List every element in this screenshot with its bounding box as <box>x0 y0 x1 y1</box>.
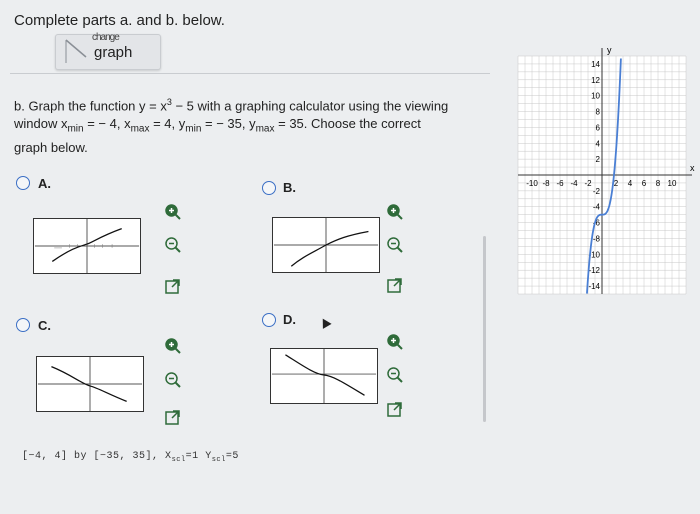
option-b-zoom-out-icon[interactable] <box>386 236 404 254</box>
x-tick-label: -10 <box>526 179 538 188</box>
y-tick-label: -14 <box>588 282 600 292</box>
y-tick-label: 6 <box>595 123 600 133</box>
y-tick-label: 10 <box>591 91 600 101</box>
footnote-window: [−4, 4] by [−35, 35], <box>22 451 159 462</box>
xmax-val: = 4, y <box>149 116 186 132</box>
y-tick-label: -10 <box>588 250 600 260</box>
option-c-zoom-in-icon[interactable] <box>164 337 182 355</box>
option-d-graph-plot <box>271 349 377 403</box>
option-d-radio[interactable] <box>262 313 276 327</box>
x-tick-label: 2 <box>613 179 619 188</box>
x-tick-label: -2 <box>584 179 592 188</box>
question-line1: b. Graph the function y = x <box>14 98 167 114</box>
footnote-yscl-val: =5 <box>225 451 239 462</box>
function-graph <box>510 44 698 304</box>
option-a-graph <box>33 218 141 274</box>
option-a-expand-icon[interactable] <box>164 277 182 295</box>
option-d-label: D. <box>283 312 296 327</box>
option-c-graph <box>36 356 144 412</box>
y-tick-label: -6 <box>592 218 600 228</box>
function-graph-svg <box>510 44 698 304</box>
option-b-expand-icon[interactable] <box>386 276 404 294</box>
divider <box>10 73 490 74</box>
x-tick-label: 8 <box>655 179 661 188</box>
exponent: 3 <box>166 97 172 107</box>
question-line1-rest: − 5 with a graphing calculator using the viewing <box>171 98 449 114</box>
y-tick-label: -2 <box>592 186 600 196</box>
option-d-expand-icon[interactable] <box>386 400 404 418</box>
header-text: Complete parts a. and b. below. <box>14 12 225 29</box>
option-b-graph <box>272 217 380 273</box>
ymin-val: = − 35, y <box>201 116 256 132</box>
xmin-sub: min <box>67 123 84 135</box>
footnote-xscl-sub: scl <box>171 456 186 464</box>
option-a-zoom-out-icon[interactable] <box>164 236 182 254</box>
xmin-val: = − 4, x <box>83 116 131 132</box>
y-tick-label: -4 <box>592 202 600 212</box>
y-tick-label: 12 <box>591 75 600 85</box>
xmax-sub: max <box>130 123 150 135</box>
y-tick-label: -12 <box>588 266 600 276</box>
graph-button-cutoff-label: change <box>92 32 119 43</box>
x-tick-label: -4 <box>570 179 578 188</box>
graph-button[interactable] <box>55 34 161 70</box>
x-axis-label: x <box>690 163 695 173</box>
option-b-label: B. <box>283 180 296 195</box>
option-b-graph-plot <box>273 218 379 272</box>
option-c-expand-icon[interactable] <box>164 408 182 426</box>
x-tick-label: -6 <box>556 179 564 188</box>
option-a-radio[interactable] <box>16 176 30 190</box>
y-tick-label: 2 <box>595 155 600 165</box>
option-c-graph-plot <box>37 357 143 411</box>
footnote-yscl-sub: scl <box>211 456 226 464</box>
option-b-radio[interactable] <box>262 181 276 195</box>
question-line3: graph below. <box>14 139 88 155</box>
y-axis-label: y <box>607 45 612 55</box>
x-tick-label: 10 <box>667 179 677 188</box>
window-footnote <box>22 451 239 464</box>
scrollbar[interactable] <box>483 236 486 422</box>
x-tick-label: -8 <box>542 179 550 188</box>
option-b-zoom-in-icon[interactable] <box>386 203 404 221</box>
footnote-xscl-val: =1 <box>185 451 199 462</box>
mouse-cursor-icon <box>318 316 331 329</box>
option-c-zoom-out-icon[interactable] <box>164 371 182 389</box>
graph-button-label: graph <box>94 44 133 61</box>
pencil-graph-icon <box>64 37 88 65</box>
y-tick-label: 14 <box>591 59 600 69</box>
option-a-zoom-in-icon[interactable] <box>164 203 182 221</box>
option-d-zoom-out-icon[interactable] <box>386 366 404 384</box>
option-d-graph <box>270 348 378 404</box>
x-tick-label: 4 <box>627 179 633 188</box>
footnote-xscl: X <box>165 451 172 462</box>
ymax-sub: max <box>255 123 275 135</box>
y-tick-label: 8 <box>595 107 600 117</box>
option-a-graph-plot <box>34 219 140 273</box>
ymax-val: = 35. Choose the correct <box>274 116 421 132</box>
y-tick-label: 4 <box>595 139 600 149</box>
ymin-sub: min <box>185 123 202 135</box>
window-x: window x <box>14 116 68 132</box>
option-c-label: C. <box>38 318 51 333</box>
x-tick-label: 6 <box>641 179 647 188</box>
footnote-yscl: Y <box>205 451 212 462</box>
option-d-zoom-in-icon[interactable] <box>386 333 404 351</box>
question-text <box>14 93 494 157</box>
y-tick-label: -8 <box>592 234 600 244</box>
option-c-radio[interactable] <box>16 318 30 332</box>
option-a-label: A. <box>38 176 51 191</box>
